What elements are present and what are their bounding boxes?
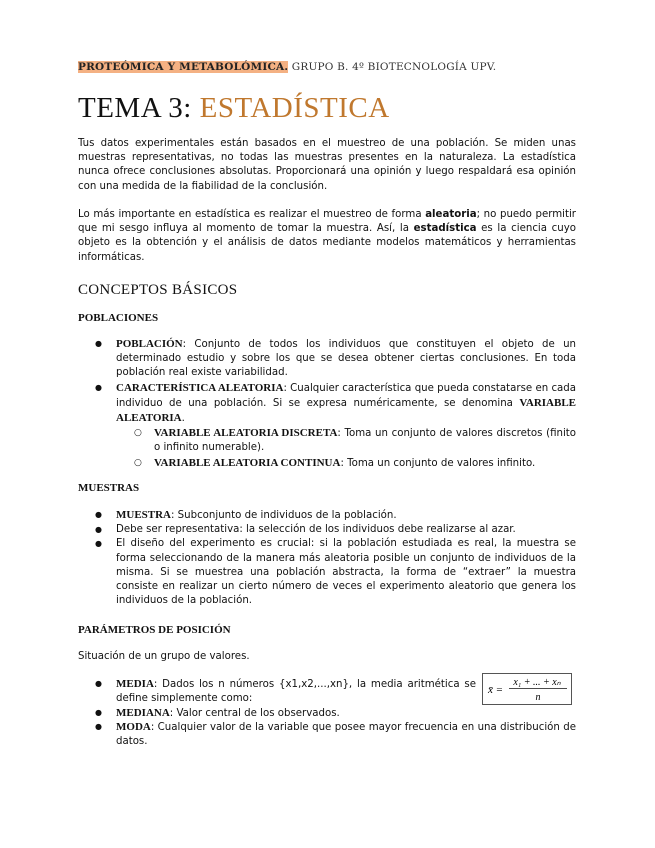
definition-text: : Subconjunto de individuos de la población. bbox=[171, 510, 397, 521]
term-variable-discreta: VARIABLE ALEATORIA DISCRETA bbox=[154, 427, 338, 440]
p2-bold-aleatoria: aleatoria bbox=[425, 209, 477, 220]
formula-denominator: n bbox=[535, 692, 541, 703]
intro-paragraph-1: Tus datos experimentales están basados en el muestreo de una población. Se miden unas muestras representativas, no todas las muestras presentes en la naturaleza. La estadística nunca ofrece conclusiones absolutas. Proporcionará una opinión y luego respaldará esa opinión con una medida de la fiabilidad de la conclusión. bbox=[78, 138, 576, 192]
definition-text: : Toma un conjunto de valores infinito. bbox=[340, 457, 536, 469]
header-subject: PROTEÓMICA Y METABOLÓMICA. bbox=[78, 61, 289, 73]
parametros-list-a bbox=[90, 677, 476, 722]
list-item: ● Debe ser representativa: la selección de los individuos debe realizarse al azar. bbox=[90, 523, 576, 537]
list-item: ● El diseño del experimento es crucial: si la población estudiada es real, la muestra se forma seleccionando de la manera más aleatoria posible un conjunto de individuos de la misma. Si se muestrea una población abstracta, la forma de “extraer” la muestra consiste en realizar un cierto número de veces el experimento aleatorio que genera los individuos de la población. bbox=[90, 537, 576, 608]
header-course: GRUPO B. 4º BIOTECNOLOGÍA UPV. bbox=[288, 61, 497, 73]
term-caracteristica-aleatoria: CARACTERÍSTICA ALEATORIA bbox=[116, 381, 284, 394]
mean-formula bbox=[483, 674, 571, 704]
heading-parametros-posicion: PARÁMETROS DE POSICIÓN bbox=[78, 624, 231, 636]
section-title: CONCEPTOS BÁSICOS bbox=[78, 282, 238, 298]
heading-poblaciones: POBLACIONES bbox=[78, 312, 159, 324]
list-item bbox=[90, 720, 576, 749]
list-item bbox=[90, 381, 576, 471]
punctuation: . bbox=[181, 413, 185, 425]
definition-text: : Dados los n números {x1,x2,...,xn}, la media aritmética se define simplemente como: bbox=[116, 679, 476, 705]
term-muestra: MUESTRA bbox=[116, 509, 172, 521]
definition-text: : Conjunto de todos los individuos que constituyen el objeto de un determinado estudio y sobre los que se desea obtener ciertas conclusiones. En toda población real existe variabilidad. bbox=[116, 339, 576, 379]
muestras-list bbox=[90, 508, 576, 608]
poblaciones-list bbox=[90, 337, 576, 471]
page-header bbox=[78, 61, 496, 73]
p2-text-a: Lo más importante en estadística es realizar el muestreo de forma bbox=[78, 209, 426, 220]
list-item bbox=[90, 677, 476, 706]
list-item bbox=[90, 508, 576, 523]
definition-text: : Valor central de los observados. bbox=[169, 708, 340, 720]
term-variable-continua: VARIABLE ALEATORIA CONTINUA bbox=[154, 456, 341, 469]
title-accent: ESTADÍSTICA bbox=[199, 92, 390, 124]
definition-text: : Toma un conjunto de valores discretos (finito o infinito numerable). bbox=[154, 428, 577, 454]
term-moda: MODA bbox=[116, 721, 151, 733]
definition-text: : Cualquier valor de la variable que posee mayor frecuencia en una distribución de datos. bbox=[116, 722, 576, 748]
term-media: MEDIA bbox=[116, 678, 154, 690]
term-mediana: MEDIANA bbox=[116, 707, 170, 720]
mean-formula-image bbox=[482, 673, 572, 705]
page-title bbox=[78, 92, 390, 125]
definition-text: : Cualquier característica que pueda constatarse en cada individuo de una población. Si se expresa numéricamente, se denomina bbox=[116, 382, 577, 409]
intro-paragraph-2 bbox=[78, 208, 576, 265]
p2-text-c: ; no puedo permitir que mi sesgo influya al momento de tomar la muestra. Así, la bbox=[78, 209, 576, 235]
term-variable-aleatoria: VARIABLE ALEATORIA bbox=[116, 396, 576, 425]
parametros-list-b bbox=[90, 720, 576, 749]
sub-list-item bbox=[116, 426, 576, 455]
sub-list-item bbox=[116, 456, 576, 471]
formula-lhs: x̄ = bbox=[488, 684, 504, 696]
parametros-intro: Situación de un grupo de valores. bbox=[78, 651, 250, 662]
p2-bold-estadistica: estadística bbox=[413, 223, 477, 235]
p2-text-e: es la ciencia cuyo objeto es la obtención y el análisis de datos mediante modelos matemáticos y herramientas informáticas. bbox=[78, 223, 576, 263]
term-poblacion: POBLACIÓN bbox=[116, 338, 183, 350]
heading-muestras: MUESTRAS bbox=[78, 482, 140, 494]
title-prefix: TEMA 3: bbox=[78, 92, 200, 124]
formula-numerator: x₁ + ... + xₙ bbox=[513, 677, 561, 688]
list-item bbox=[90, 337, 576, 381]
sub-list bbox=[116, 426, 576, 471]
